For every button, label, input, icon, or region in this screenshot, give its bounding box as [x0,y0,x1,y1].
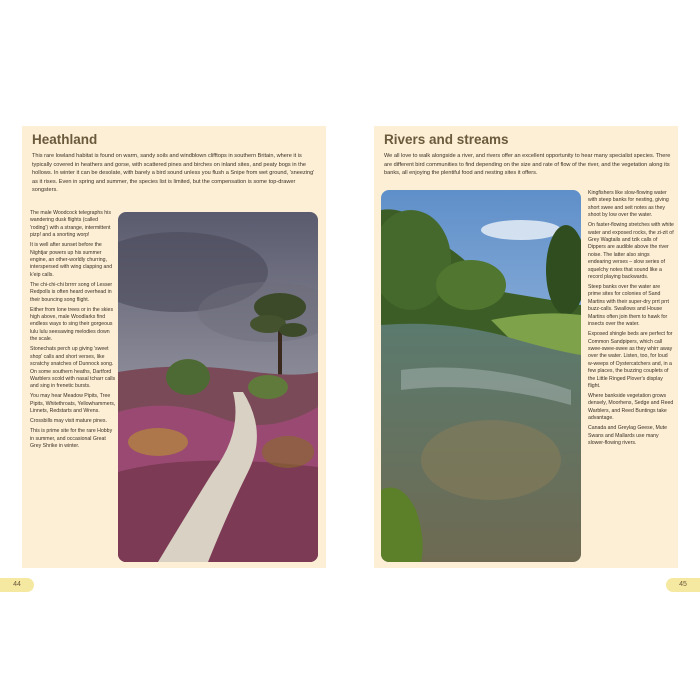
sidebar-text [588,190,674,450]
paragraph: You may hear Meadow Pipits, Tree Pipits, Whitethroats, Yellowhammers, Linnets, Redstarts and Wrens. [30,393,116,415]
intro-paragraph: This rare lowland habitat is found on warm, sandy soils and windblown clifftops in southern Britain, where it is typically covered in heathers and gorse, with scattered pines and birches on inland sites, and peaty bogs in the hollows. In winter it can be desolate, with barely a bird sound unless you flush a Snipe from wet ground, 'sneezing' as it rises. Even in spring and summer, the species list is limited, but the compensation is some top-drawer songsters. [32,153,315,194]
paragraph: The male Woodcock telegraphs his wandering dusk flights (called 'roding') with a strange, intermittent pizp! and a snorting worp! [30,210,111,239]
heathland-photo [118,212,318,562]
paragraph: Stonechats perch up giving 'sweet shop' calls and short verses, like scratchy snatches of Dunnock song. On some southern heaths, Dartford Warblers scold with nasal tcharr calls and sing in frenetic bursts. [30,346,116,390]
paragraph: Steep banks over the water are prime sites for colonies of Sand Martins with their super-dry prrt prrt buzz-calls. Swallows and House Martins often join them to hawk for insects over the water. [588,284,670,328]
paragraph: Exposed shingle beds are perfect for Common Sandpipers, which call swee-swee-swee as they whirr away over the water. Listen, too, for loud w-weeps of Oystercatchers and, in a few places, the buzzing couplets of the Little Ringed Plover's display flight. [588,331,673,389]
paragraph: On faster-flowing stretches with white water and exposed rocks, the zi-zit of Grey Wagtails and tzik calls of Dippers are audible above the river noise. The latter also sings endearing verses – slow series of squelchy notes that sound like a record playing backwards. [588,222,674,281]
paragraph: The chi-chi-chi brrrrr song of Lesser Redpolls is often heard overhead in their bouncing song flight. [30,281,113,303]
page-title: Rivers and streams [384,132,509,147]
paragraph: Either from lone trees or in the skies high above, male Woodlarks find endless ways to sing their gorgeous lulu lulu seesawing melodies down the scale. [30,306,114,343]
intro-paragraph: We all love to walk alongside a river, and rivers offer an excellent opportunity to hear many specialist species. There are different bird communities to find depending on the size and rate of flow of the river, and the vegetation along its banks, all enjoying the plentiful food and nesting sites it offers. [384,153,671,177]
sidebar-text [30,210,116,453]
right-page [374,126,678,568]
river-illustration [381,190,581,562]
heathland-illustration [118,212,318,562]
paragraph: Where bankside vegetation grows densely, Moorhens, Sedge and Reed Warblers, and Reed Buntings take advantage. [588,392,674,422]
paragraph: This is prime site for the rare Hobby in summer, and occasional Great Grey Shrike in winter. [30,428,113,449]
paragraph: Kingfishers like slow-flowing water with steep banks for nesting, giving short swee and seit notes as they shoot by low over the water. [588,190,669,219]
river-photo [381,190,581,562]
page-title: Heathland [32,132,98,147]
page-number: 44 [0,578,34,592]
paragraph: Crossbills may visit mature pines. [30,418,107,425]
page-number: 45 [666,578,700,592]
paragraph: It is well after sunset before the Nightjar powers up his summer engine, an other-worldly churring, interspersed with wing clapping and k'eip calls. [30,242,113,278]
left-page [22,126,326,568]
paragraph: Canada and Greylag Geese, Mute Swans and Mallards use many slower-flowing rivers. [588,425,668,446]
